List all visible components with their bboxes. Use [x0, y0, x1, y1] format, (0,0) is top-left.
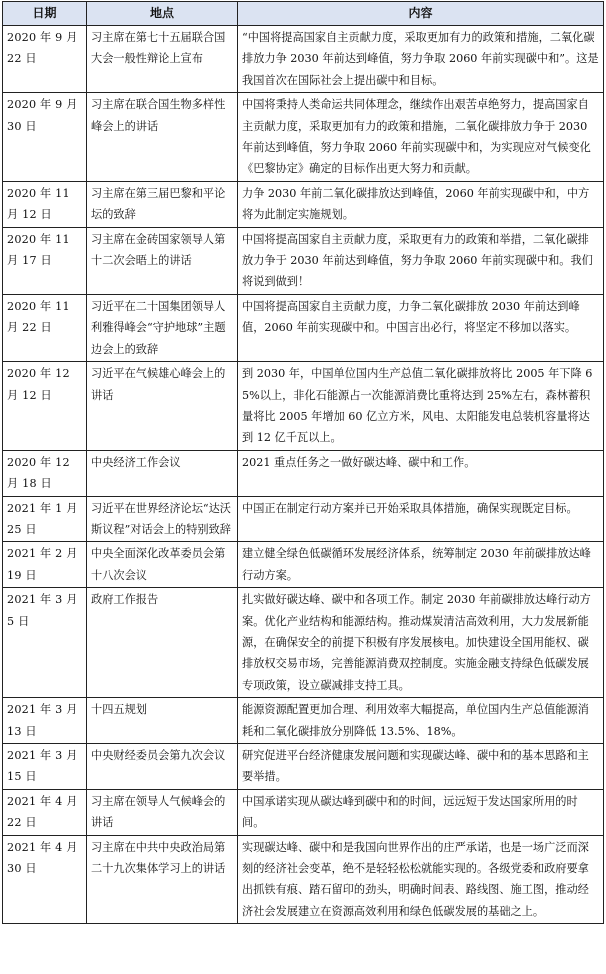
row-location: 习近平在气候雄心峰会上的讲话 [87, 362, 238, 451]
row-date: 2021 年 1 月 25 日 [3, 496, 87, 542]
row-date: 2021 年 3 月 13 日 [3, 698, 87, 744]
row-content: 到 2030 年，中国单位国内生产总值二氧化碳排放将比 2005 年下降 65%以上，非化石能源占一次能源消费比重将达到 25%左右，森林蓄积量将比 2005 年增加 60 亿立方米，风电、太阳能发电总装机容量将达到 12 亿千瓦以上。 [238, 362, 604, 451]
row-location: 习近平在二十国集团领导人利雅得峰会“守护地球”主题边会上的致辞 [87, 294, 238, 361]
row-location: 习主席在联合国生物多样性峰会上的讲话 [87, 93, 238, 182]
table-header-row [3, 2, 604, 26]
row-location: 政府工作报告 [87, 588, 238, 698]
row-content: 中国将秉持人类命运共同体理念，继续作出艰苦卓绝努力，提高国家自主贡献力度，采取更加有力的政策和措施，二氧化碳排放力争于 2030 年前达到峰值，努力争取 2060 年前实现碳中和，为实现应对气候变化《巴黎协定》确定的目标作出更大努力和贡献。 [238, 93, 604, 182]
table-row [3, 835, 604, 924]
row-location: 习近平在世界经济论坛“达沃斯议程”对话会上的特别致辞 [87, 496, 238, 542]
row-date: 2020 年 12 月 12 日 [3, 362, 87, 451]
table-row [3, 227, 604, 294]
table-row [3, 450, 604, 496]
row-date: 2021 年 3 月 15 日 [3, 744, 87, 790]
row-content: 中国承诺实现从碳达峰到碳中和的时间，远远短于发达国家所用的时间。 [238, 789, 604, 835]
header-date: 日期 [3, 2, 87, 26]
row-date: 2020 年 12 月 18 日 [3, 450, 87, 496]
row-content: 中国将提高国家自主贡献力度，采取更有力的政策和举措，二氧化碳排放力争于 2030 年前达到峰值，努力争取 2060 年前实现碳中和。我们将说到做到！ [238, 227, 604, 294]
table-row [3, 698, 604, 744]
row-date: 2020 年 9 月 30 日 [3, 93, 87, 182]
row-content: 力争 2030 年前二氧化碳排放达到峰值，2060 年前实现碳中和，中方将为此制定实施规划。 [238, 181, 604, 227]
row-location: 习主席在第三届巴黎和平论坛的致辞 [87, 181, 238, 227]
row-location: 习主席在第七十五届联合国大会一般性辩论上宣布 [87, 26, 238, 93]
row-location: 中央财经委员会第九次会议 [87, 744, 238, 790]
table-row [3, 26, 604, 93]
row-date: 2021 年 4 月 22 日 [3, 789, 87, 835]
header-location: 地点 [87, 2, 238, 26]
table-body [3, 26, 604, 924]
row-content: 能源资源配置更加合理、利用效率大幅提高，单位国内生产总值能源消耗和二氧化碳排放分别降低 13.5%、18%。 [238, 698, 604, 744]
policy-timeline-table [2, 1, 604, 924]
row-location: 中央全面深化改革委员会第十八次会议 [87, 542, 238, 588]
row-location: 习主席在中共中央政治局第二十九次集体学习上的讲话 [87, 835, 238, 924]
row-date: 2021 年 2 月 19 日 [3, 542, 87, 588]
row-date: 2020 年 11 月 22 日 [3, 294, 87, 361]
table-row [3, 496, 604, 542]
row-date: 2020 年 11 月 17 日 [3, 227, 87, 294]
row-content: 研究促进平台经济健康发展问题和实现碳达峰、碳中和的基本思路和主要举措。 [238, 744, 604, 790]
table-row [3, 588, 604, 698]
header-content: 内容 [238, 2, 604, 26]
row-date: 2021 年 4 月 30 日 [3, 835, 87, 924]
row-content: 中国正在制定行动方案并已开始采取具体措施，确保实现既定目标。 [238, 496, 604, 542]
table-row [3, 93, 604, 182]
table-row [3, 294, 604, 361]
table-row [3, 542, 604, 588]
row-location: 习主席在金砖国家领导人第十二次会晤上的讲话 [87, 227, 238, 294]
row-date: 2020 年 9 月 22 日 [3, 26, 87, 93]
row-content: 2021 重点任务之一做好碳达峰、碳中和工作。 [238, 450, 604, 496]
row-content: 扎实做好碳达峰、碳中和各项工作。制定 2030 年前碳排放达峰行动方案。优化产业结构和能源结构。推动煤炭清洁高效利用，大力发展新能源，在确保安全的前提下积极有序发展核电。加快建设全国用能权、碳排放权交易市场，完善能源消费双控制度。实施金融支持绿色低碳发展专项政策，设立碳减排支持工具。 [238, 588, 604, 698]
table-row [3, 181, 604, 227]
row-location: 习主席在领导人气候峰会的讲话 [87, 789, 238, 835]
row-location: 十四五规划 [87, 698, 238, 744]
row-content: 中国将提高国家自主贡献力度，力争二氧化碳排放 2030 年前达到峰值，2060 年前实现碳中和。中国言出必行，将坚定不移加以落实。 [238, 294, 604, 361]
row-content: 建立健全绿色低碳循环发展经济体系，统筹制定 2030 年前碳排放达峰行动方案。 [238, 542, 604, 588]
table-row [3, 744, 604, 790]
row-content: 实现碳达峰、碳中和是我国向世界作出的庄严承诺，也是一场广泛而深刻的经济社会变革，绝不是轻轻松松就能实现的。各级党委和政府要拿出抓铁有痕、踏石留印的劲头，明确时间表、路线图、施工图，推动经济社会发展建立在资源高效利用和绿色低碳发展的基础之上。 [238, 835, 604, 924]
row-location: 中央经济工作会议 [87, 450, 238, 496]
row-content: “中国将提高国家自主贡献力度，采取更加有力的政策和措施，二氧化碳排放力争 2030 年前达到峰值，努力争取 2060 年前实现碳中和”。这是我国首次在国际社会上提出碳中和目标。 [238, 26, 604, 93]
table-row [3, 789, 604, 835]
row-date: 2021 年 3 月 5 日 [3, 588, 87, 698]
table-row [3, 362, 604, 451]
row-date: 2020 年 11 月 12 日 [3, 181, 87, 227]
